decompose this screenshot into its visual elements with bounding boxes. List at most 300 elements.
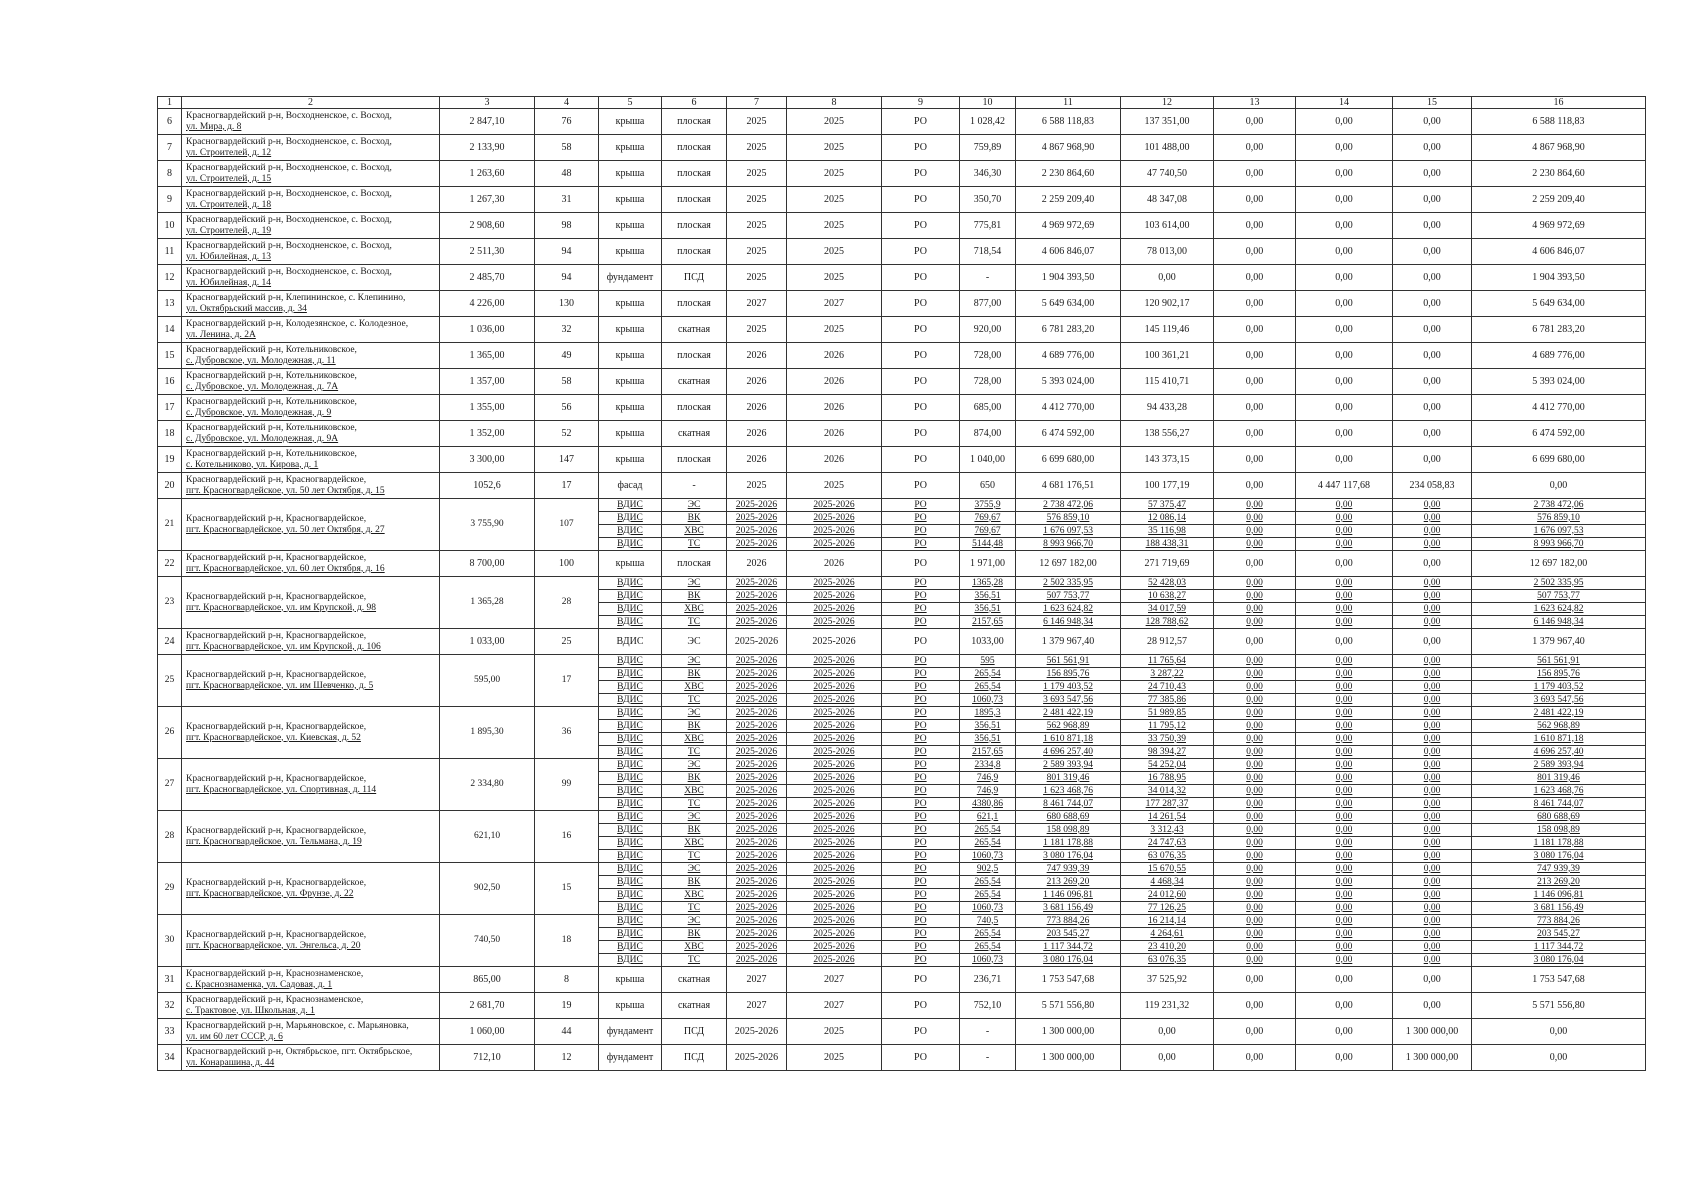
start-year-cell: 2025-2026 [727,1019,787,1045]
row-number-cell: 19 [158,447,182,473]
col14-cell: 0,00 [1296,681,1393,694]
col13-cell: 0,00 [1214,109,1296,135]
col16-cell: 1 179 403,52 [1472,681,1646,694]
col16-cell: 213 269,20 [1472,876,1646,889]
work-element-cell: фундамент [599,1019,662,1045]
quantity-cell: - [960,1045,1016,1071]
col13-cell: 0,00 [1214,499,1296,512]
residents-cell: 58 [535,369,599,395]
work-element-cell: крыша [599,291,662,317]
source-cell: РО [882,395,960,421]
col15-cell: 0,00 [1393,512,1472,525]
col15-cell: 1 300 000,00 [1393,1045,1472,1071]
quantity-cell: 1 040,00 [960,447,1016,473]
total-cost-cell: 773 884,26 [1016,915,1121,928]
quantity-cell: 1365,28 [960,577,1016,590]
start-year-cell: 2025-2026 [727,746,787,759]
col14-cell: 0,00 [1296,135,1393,161]
start-year-cell: 2025-2026 [727,616,787,629]
work-element-cell: крыша [599,421,662,447]
construction-control-cell: 24 747,63 [1121,837,1214,850]
source-cell: РО [882,1045,960,1071]
source-cell: РО [882,889,960,902]
end-year-cell: 2025-2026 [787,525,882,538]
table-row [158,915,1646,928]
area-cell: 1 365,28 [440,577,535,629]
col15-cell: 0,00 [1393,902,1472,915]
quantity-cell: 877,00 [960,291,1016,317]
total-cost-cell: 1 623 624,82 [1016,603,1121,616]
start-year-cell: 2025-2026 [727,707,787,720]
source-cell: РО [882,772,960,785]
table-row [158,655,1646,668]
work-kind-cell: ТС [662,746,727,759]
col14-cell: 0,00 [1296,213,1393,239]
col14-cell: 0,00 [1296,265,1393,291]
col16-cell: 3 681 156,49 [1472,902,1646,915]
table-row [158,265,1646,291]
start-year-cell: 2025-2026 [727,590,787,603]
column-number: 11 [1016,97,1121,109]
row-number-cell: 31 [158,967,182,993]
row-number-cell: 15 [158,343,182,369]
quantity-cell: 356,51 [960,590,1016,603]
end-year-cell: 2027 [787,993,882,1019]
address-cell [182,499,440,551]
start-year-cell: 2025 [727,161,787,187]
total-cost-cell: 562 968,89 [1016,720,1121,733]
col15-cell: 0,00 [1393,525,1472,538]
col13-cell: 0,00 [1214,720,1296,733]
work-element-cell: ВДИС [599,629,662,655]
col13-cell: 0,00 [1214,538,1296,551]
end-year-cell: 2025-2026 [787,824,882,837]
col16-cell: 1 904 393,50 [1472,265,1646,291]
source-cell: РО [882,525,960,538]
col16-cell: 6 146 948,34 [1472,616,1646,629]
total-cost-cell: 3 080 176,04 [1016,850,1121,863]
col14-cell: 0,00 [1296,161,1393,187]
work-kind-cell: плоская [662,447,727,473]
construction-control-cell: 77 126,25 [1121,902,1214,915]
column-number: 9 [882,97,960,109]
area-cell: 2 334,80 [440,759,535,811]
start-year-cell: 2025-2026 [727,889,787,902]
table-row [158,317,1646,343]
total-cost-cell: 801 319,46 [1016,772,1121,785]
start-year-cell: 2025 [727,135,787,161]
col14-cell: 0,00 [1296,655,1393,668]
work-kind-cell: ЭС [662,577,727,590]
col13-cell: 0,00 [1214,629,1296,655]
quantity-cell: 356,51 [960,720,1016,733]
address-line: ул. Строителей, д. 19 [186,225,272,236]
col15-cell: 0,00 [1393,109,1472,135]
col14-cell: 0,00 [1296,317,1393,343]
total-cost-cell: 4 681 176,51 [1016,473,1121,499]
address-cell [182,577,440,629]
work-element-cell: ВДИС [599,876,662,889]
col15-cell: 0,00 [1393,616,1472,629]
col14-cell: 0,00 [1296,902,1393,915]
col16-cell: 801 319,46 [1472,772,1646,785]
work-element-cell: ВДИС [599,499,662,512]
source-cell: РО [882,954,960,967]
address-cell [182,915,440,967]
area-cell: 621,10 [440,811,535,863]
source-cell: РО [882,343,960,369]
col13-cell: 0,00 [1214,876,1296,889]
address-line: Красногвардейский р-н, Красногвардейское, [186,721,367,732]
total-cost-cell: 4 696 257,40 [1016,746,1121,759]
end-year-cell: 2025-2026 [787,603,882,616]
work-kind-cell: скатная [662,369,727,395]
total-cost-cell: 158 098,89 [1016,824,1121,837]
total-cost-cell: 2 481 422,19 [1016,707,1121,720]
residents-cell: 16 [535,811,599,863]
work-element-cell: ВДИС [599,538,662,551]
column-number: 2 [182,97,440,109]
area-cell: 1 033,00 [440,629,535,655]
address-cell [182,161,440,187]
col15-cell: 0,00 [1393,395,1472,421]
construction-control-cell: 4 468,34 [1121,876,1214,889]
construction-control-cell: 16 214,14 [1121,915,1214,928]
source-cell: РО [882,629,960,655]
total-cost-cell: 203 545,27 [1016,928,1121,941]
row-number-cell: 7 [158,135,182,161]
col14-cell: 0,00 [1296,928,1393,941]
col16-cell: 5 571 556,80 [1472,993,1646,1019]
start-year-cell: 2025-2026 [727,811,787,824]
address-line: Красногвардейский р-н, Красногвардейское, [186,669,367,680]
address-line: Красногвардейский р-н, Красногвардейское, [186,877,367,888]
work-element-cell: ВДИС [599,759,662,772]
address-line: пгт. Красногвардейское, ул. Тельмана, д. 19 [186,836,362,847]
row-number-cell: 28 [158,811,182,863]
col14-cell: 0,00 [1296,187,1393,213]
address-line: Красногвардейский р-н, Красногвардейское, [186,513,367,524]
col16-cell: 2 738 472,06 [1472,499,1646,512]
col13-cell: 0,00 [1214,928,1296,941]
col13-cell: 0,00 [1214,681,1296,694]
start-year-cell: 2025-2026 [727,603,787,616]
table-row [158,239,1646,265]
col15-cell: 0,00 [1393,941,1472,954]
work-element-cell: крыша [599,343,662,369]
work-kind-cell: ПСД [662,1019,727,1045]
construction-control-cell: 16 788,95 [1121,772,1214,785]
col14-cell: 0,00 [1296,395,1393,421]
end-year-cell: 2025-2026 [787,629,882,655]
col15-cell: 0,00 [1393,135,1472,161]
residents-cell: 94 [535,239,599,265]
col14-cell: 0,00 [1296,863,1393,876]
col13-cell: 0,00 [1214,785,1296,798]
total-cost-cell: 156 895,76 [1016,668,1121,681]
column-number: 1 [158,97,182,109]
row-number-cell: 23 [158,577,182,629]
source-cell: РО [882,668,960,681]
address-line: Красногвардейский р-н, Восходненское, с. Восход, [186,214,392,225]
start-year-cell: 2027 [727,993,787,1019]
start-year-cell: 2025-2026 [727,1045,787,1071]
work-kind-cell: ВК [662,720,727,733]
construction-control-cell: 63 076,35 [1121,850,1214,863]
work-kind-cell: плоская [662,187,727,213]
work-element-cell: крыша [599,213,662,239]
col15-cell: 0,00 [1393,538,1472,551]
construction-control-cell: 177 287,37 [1121,798,1214,811]
col15-cell: 0,00 [1393,291,1472,317]
source-cell: РО [882,681,960,694]
construction-control-cell: 100 177,19 [1121,473,1214,499]
col13-cell: 0,00 [1214,577,1296,590]
end-year-cell: 2025-2026 [787,538,882,551]
construction-control-cell: 10 638,27 [1121,590,1214,603]
area-cell: 3 755,90 [440,499,535,551]
total-cost-cell: 5 649 634,00 [1016,291,1121,317]
end-year-cell: 2025-2026 [787,798,882,811]
address-line: пгт. Красногвардейское, ул. Фрунзе, д. 22 [186,888,354,899]
end-year-cell: 2026 [787,421,882,447]
start-year-cell: 2025 [727,473,787,499]
construction-control-cell: 11 795,12 [1121,720,1214,733]
total-cost-cell: 507 753,77 [1016,590,1121,603]
end-year-cell: 2025 [787,239,882,265]
address-line: Красногвардейский р-н, Октябрьское, пгт. Октябрьское, [186,1046,413,1057]
source-cell: РО [882,616,960,629]
area-cell: 1052,6 [440,473,535,499]
col15-cell: 0,00 [1393,590,1472,603]
residents-cell: 15 [535,863,599,915]
address-cell [182,629,440,655]
col15-cell: 0,00 [1393,239,1472,265]
work-kind-cell: ЭС [662,863,727,876]
col16-cell: 507 753,77 [1472,590,1646,603]
construction-control-cell: 94 433,28 [1121,395,1214,421]
source-cell: РО [882,1019,960,1045]
residents-cell: 12 [535,1045,599,1071]
column-number: 15 [1393,97,1472,109]
work-kind-cell: ВК [662,668,727,681]
col14-cell: 0,00 [1296,785,1393,798]
residents-cell: 18 [535,915,599,967]
col14-cell: 0,00 [1296,720,1393,733]
start-year-cell: 2025-2026 [727,785,787,798]
work-kind-cell: плоская [662,551,727,577]
source-cell: РО [882,733,960,746]
area-cell: 1 267,30 [440,187,535,213]
start-year-cell: 2025 [727,109,787,135]
col13-cell: 0,00 [1214,772,1296,785]
col15-cell: 0,00 [1393,850,1472,863]
col14-cell: 0,00 [1296,798,1393,811]
end-year-cell: 2025 [787,1045,882,1071]
address-cell [182,473,440,499]
col14-cell: 0,00 [1296,850,1393,863]
address-line: с. Краснознаменка, ул. Садовая, д. 1 [186,979,333,990]
address-line: с. Котельниково, ул. Кирова, д. 1 [186,459,319,470]
col14-cell: 0,00 [1296,668,1393,681]
col14-cell: 0,00 [1296,590,1393,603]
address-cell [182,759,440,811]
row-number-cell: 8 [158,161,182,187]
col13-cell: 0,00 [1214,317,1296,343]
quantity-cell: 685,00 [960,395,1016,421]
end-year-cell: 2025-2026 [787,941,882,954]
col16-cell: 680 688,69 [1472,811,1646,824]
quantity-cell: 5144,48 [960,538,1016,551]
work-element-cell: ВДИС [599,655,662,668]
work-element-cell: ВДИС [599,785,662,798]
col16-cell: 1 146 096,81 [1472,889,1646,902]
table-row [158,213,1646,239]
work-kind-cell: ТС [662,616,727,629]
start-year-cell: 2025-2026 [727,954,787,967]
col14-cell: 0,00 [1296,967,1393,993]
column-number: 4 [535,97,599,109]
source-cell: РО [882,512,960,525]
quantity-cell: 2157,65 [960,616,1016,629]
area-cell: 1 036,00 [440,317,535,343]
work-kind-cell: - [662,473,727,499]
source-cell: РО [882,902,960,915]
col16-cell: 8 461 744,07 [1472,798,1646,811]
col13-cell: 0,00 [1214,603,1296,616]
source-cell: РО [882,746,960,759]
row-number-cell: 17 [158,395,182,421]
address-line: пгт. Красногвардейское, ул. Спортивная, д. 114 [186,784,377,795]
work-kind-cell: плоская [662,239,727,265]
end-year-cell: 2025-2026 [787,590,882,603]
address-cell [182,421,440,447]
area-cell: 8 700,00 [440,551,535,577]
col14-cell: 0,00 [1296,837,1393,850]
construction-control-cell: 33 750,39 [1121,733,1214,746]
work-kind-cell: ЭС [662,655,727,668]
end-year-cell: 2025-2026 [787,668,882,681]
col16-cell: 6 474 592,00 [1472,421,1646,447]
work-element-cell: ВДИС [599,707,662,720]
residents-cell: 25 [535,629,599,655]
source-cell: РО [882,941,960,954]
work-element-cell: крыша [599,447,662,473]
source-cell: РО [882,447,960,473]
work-element-cell: крыша [599,317,662,343]
quantity-cell: 265,54 [960,928,1016,941]
end-year-cell: 2025-2026 [787,928,882,941]
address-line: Красногвардейский р-н, Восходненское, с. Восход, [186,266,392,277]
row-number-cell: 21 [158,499,182,551]
work-element-cell: ВДИС [599,616,662,629]
quantity-cell: 2334,8 [960,759,1016,772]
address-cell [182,187,440,213]
col16-cell: 4 689 776,00 [1472,343,1646,369]
work-kind-cell: ХВС [662,837,727,850]
table-row [158,421,1646,447]
col15-cell: 0,00 [1393,733,1472,746]
quantity-cell: 1060,73 [960,694,1016,707]
address-cell [182,317,440,343]
col16-cell: 561 561,91 [1472,655,1646,668]
row-number-cell: 10 [158,213,182,239]
construction-control-cell: 101 488,00 [1121,135,1214,161]
col13-cell: 0,00 [1214,746,1296,759]
area-cell: 595,00 [440,655,535,707]
area-cell: 2 133,90 [440,135,535,161]
construction-control-cell: 34 017,59 [1121,603,1214,616]
construction-control-cell: 0,00 [1121,265,1214,291]
col14-cell: 0,00 [1296,512,1393,525]
work-kind-cell: ЭС [662,629,727,655]
end-year-cell: 2025-2026 [787,577,882,590]
col15-cell: 0,00 [1393,447,1472,473]
address-cell [182,551,440,577]
table-row [158,135,1646,161]
construction-control-cell: 35 116,98 [1121,525,1214,538]
area-cell: 1 895,30 [440,707,535,759]
address-line: пгт. Красногвардейское, ул. Энгельса, д. 20 [186,940,361,951]
quantity-cell: 920,00 [960,317,1016,343]
source-cell: РО [882,707,960,720]
address-line: пгт. Красногвардейское, ул. им Крупской, д. 98 [186,602,377,613]
table-row [158,369,1646,395]
end-year-cell: 2027 [787,967,882,993]
col14-cell: 0,00 [1296,577,1393,590]
quantity-cell: 718,54 [960,239,1016,265]
construction-control-cell: 271 719,69 [1121,551,1214,577]
address-line: Красногвардейский р-н, Восходненское, с. Восход, [186,188,392,199]
quantity-cell: 740,5 [960,915,1016,928]
work-element-cell: фасад [599,473,662,499]
col16-cell: 5 649 634,00 [1472,291,1646,317]
area-cell: 3 300,00 [440,447,535,473]
end-year-cell: 2025-2026 [787,915,882,928]
construction-control-cell: 34 014,32 [1121,785,1214,798]
construction-control-cell: 0,00 [1121,1019,1214,1045]
row-number-cell: 24 [158,629,182,655]
total-cost-cell: 6 474 592,00 [1016,421,1121,447]
work-kind-cell: ТС [662,798,727,811]
work-element-cell: ВДИС [599,603,662,616]
work-kind-cell: плоская [662,161,727,187]
source-cell: РО [882,655,960,668]
work-element-cell: ВДИС [599,889,662,902]
work-kind-cell: ВК [662,824,727,837]
work-element-cell: ВДИС [599,590,662,603]
quantity-cell: 4380,86 [960,798,1016,811]
table-row [158,161,1646,187]
col13-cell: 0,00 [1214,161,1296,187]
total-cost-cell: 12 697 182,00 [1016,551,1121,577]
address-line: Красногвардейский р-н, Восходненское, с. Восход, [186,110,392,121]
source-cell: РО [882,590,960,603]
col14-cell: 0,00 [1296,629,1393,655]
col13-cell: 0,00 [1214,369,1296,395]
table-row [158,499,1646,512]
source-cell: РО [882,499,960,512]
table-row [158,967,1646,993]
address-cell [182,291,440,317]
col16-cell: 2 481 422,19 [1472,707,1646,720]
work-kind-cell: ХВС [662,603,727,616]
residents-cell: 17 [535,655,599,707]
address-cell [182,109,440,135]
construction-control-cell: 3 312,43 [1121,824,1214,837]
row-number-cell: 13 [158,291,182,317]
work-kind-cell: ТС [662,954,727,967]
